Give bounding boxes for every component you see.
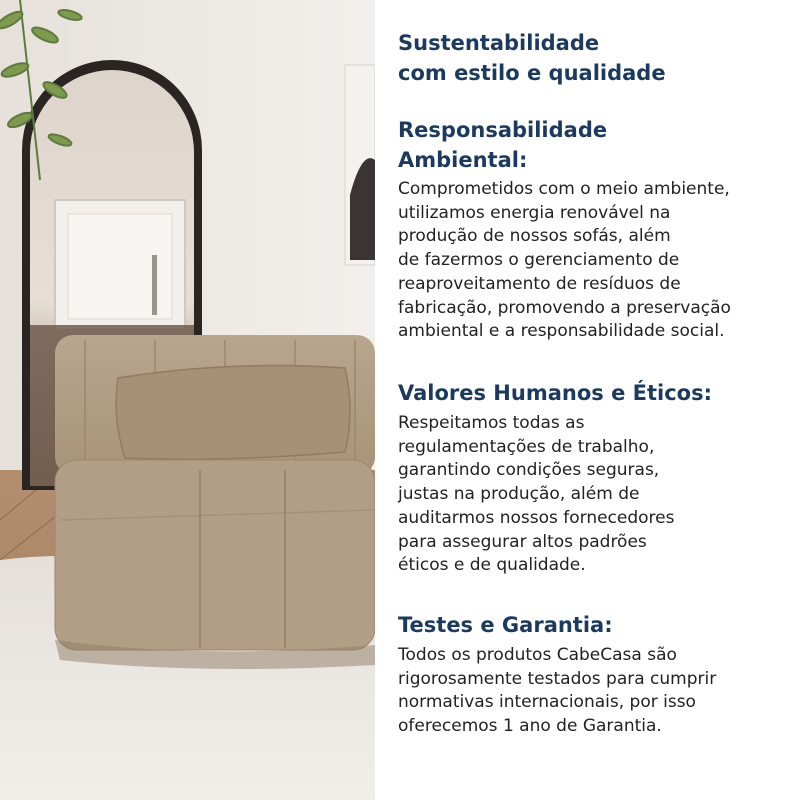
section-heading-tests-warranty: Testes e Garantia: <box>398 613 613 637</box>
section-heading-ethical-values: Valores Humanos e Éticos: <box>398 381 712 405</box>
section-body-ethical-values: Respeitamos todas as regulamentações de trabalho, garantindo condições seguras, justas na produção, além de auditarmos nossos fornecedores para assegurar altos padrões éticos e de qualidade. <box>398 413 675 576</box>
section-body-tests-warranty: Todos os produtos CabeCasa são rigorosamente testados para cumprir normativas internacionais, por isso oferecemos 1 ano de Garantia. <box>398 645 717 737</box>
section-heading-environmental: Responsabilidade Ambiental: <box>398 118 608 172</box>
info-text-panel <box>375 0 800 800</box>
intro-title: Sustentabilidade com estilo e qualidade <box>398 31 666 85</box>
section-body-environmental: Comprometidos com o meio ambiente, utilizamos energia renovável na produção de nossos sofás, além de fazermos o gerenciamento de reaproveitamento de resíduos de fabricação, promovendo a preservação ambiental e a responsabilidade social. <box>398 179 731 342</box>
sofa-room-photo <box>0 0 375 800</box>
